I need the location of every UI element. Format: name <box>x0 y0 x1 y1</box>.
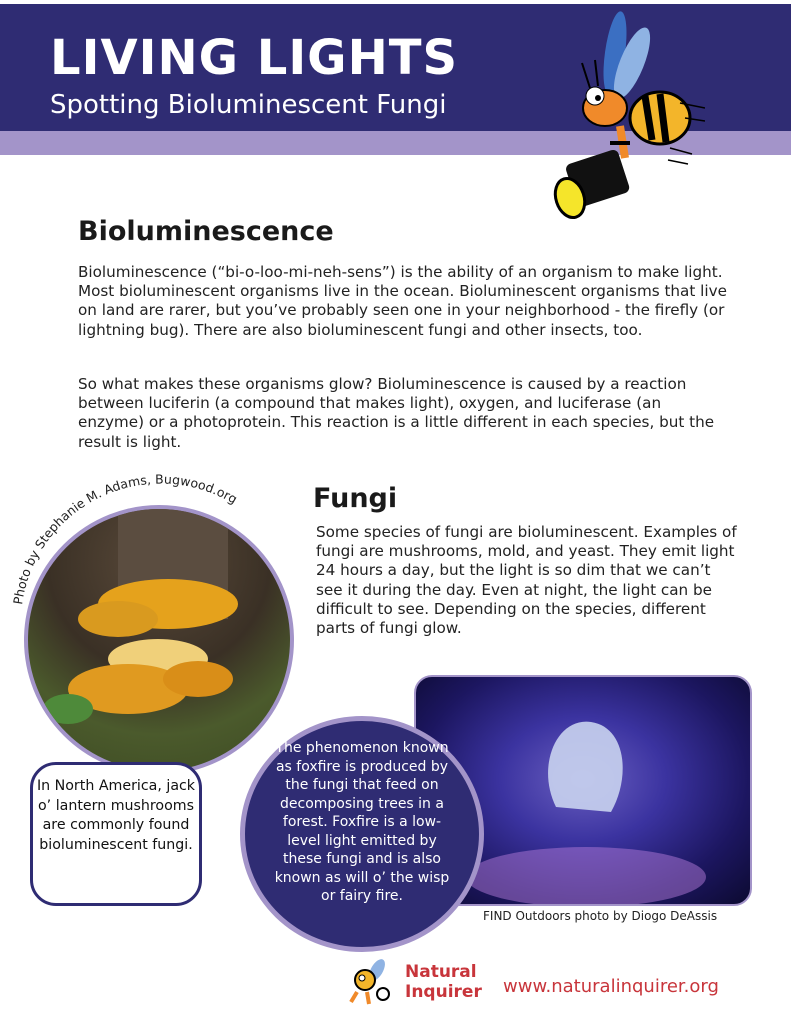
bioluminescence-paragraph-1: Bioluminescence (“bi-o-loo-mi-neh-sens”) is the ability of an organism to make light. Most bioluminescent organisms live in the ocean. Bioluminescent organisms that live on land are rarer, but you’ve probably seen one in your neighborhood - the firefly (or lightning bug). There are also bioluminescent fungi and other insects, too. <box>78 263 727 339</box>
jack-o-lantern-callout: In North America, jack o’ lantern mushrooms are commonly found bioluminescent fungi. <box>30 762 202 906</box>
foxfire-bubble: The phenomenon known as foxfire is produced by the fungi that feed on decomposing trees in a forest. Foxfire is a low-level light emitted by these fungi and is also known as will o’ the wisp or fairy fire. <box>240 716 484 952</box>
website-link[interactable]: www.naturalinquirer.org <box>503 976 719 997</box>
logo-line-2: Inquirer <box>405 982 482 1002</box>
jack-o-lantern-mushroom-photo <box>24 505 294 775</box>
fungi-paragraph: Some species of fungi are bioluminescent. Examples of fungi are mushrooms, mold, and yeast. They emit light 24 hours a day, but the light is so dim that we can’t see it during the day. Even at night, the light can be difficult to see. Depending on the species, different parts of fungi glow. <box>316 523 737 638</box>
photo1-credit: Photo by Stephanie M. Adams, Bugwood.org <box>10 471 240 606</box>
photo2-caption: FIND Outdoors photo by Diogo DeAssis <box>483 909 718 923</box>
section-heading-bioluminescence: Bioluminescence <box>78 216 334 247</box>
logo-line-1: Natural <box>405 962 477 982</box>
page-subtitle: Spotting Bioluminescent Fungi <box>50 90 447 120</box>
natural-inquirer-logo-icon <box>345 958 401 1006</box>
natural-inquirer-logo-text <box>405 962 482 1002</box>
page-title: LIVING LIGHTS <box>50 30 459 86</box>
section-heading-fungi: Fungi <box>313 483 398 514</box>
firefly-mascot-icon <box>540 8 705 223</box>
bioluminescence-paragraph-2: So what makes these organisms glow? Bioluminescence is caused by a reaction between luciferin (a compound that makes light), oxygen, and luciferase (an enzyme) or a photoprotein. This reaction is a little different in each species, but the result is light. <box>78 375 715 451</box>
